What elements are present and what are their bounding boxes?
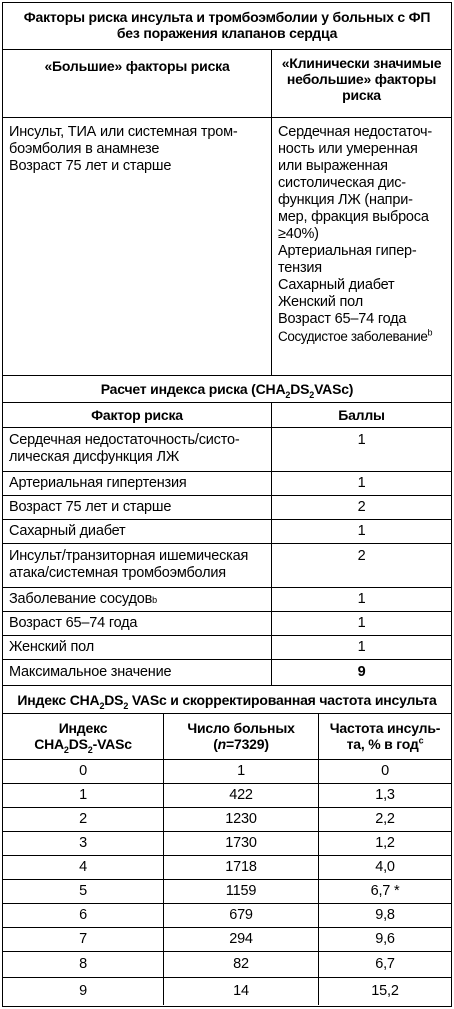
patients-column-header-line2	[164, 736, 318, 752]
factor-column-header-label: Фактор риска	[91, 407, 183, 423]
table-row	[3, 831, 451, 855]
section1-title-line1: Факторы риска инсульта и тромбоэмболии у больных с ФП	[23, 9, 431, 25]
rate-cell	[318, 760, 451, 783]
rate-value: 4,0	[375, 859, 395, 875]
points-value: 1	[357, 475, 366, 491]
footnote-b-marker: b	[427, 327, 433, 338]
patients-header-rest: =7329)	[226, 736, 269, 752]
patients-value: 1	[237, 763, 245, 779]
rate-value: 1,3	[375, 787, 395, 803]
table-row	[3, 635, 451, 659]
factor-text: Артериальная гипертензия	[9, 475, 187, 491]
rate-value: 6,7 *	[370, 883, 400, 899]
factor-text: Возраст 65–74 года	[9, 615, 138, 631]
rate-cell	[318, 784, 451, 807]
index-cell	[3, 784, 163, 807]
points-cell	[271, 660, 451, 685]
minor-factor-line: Сердечная недостаточ-	[278, 124, 432, 140]
minor-factor-line: Сахарный диабет	[278, 277, 395, 293]
table-row	[3, 759, 451, 783]
major-factors-header-label: «Большие» факторы риска	[44, 58, 230, 74]
index-value: 3	[79, 835, 87, 851]
factor-cell	[3, 428, 271, 471]
index-value: 1	[79, 787, 87, 803]
section1-body-row	[3, 117, 451, 375]
index-column-header-line2	[3, 736, 163, 755]
index-cell	[3, 880, 163, 903]
minor-factors-list	[271, 118, 451, 375]
patients-cell	[163, 760, 318, 783]
factor-text: Сердечная недостаточность/систо-	[9, 432, 240, 448]
rate-cell	[318, 832, 451, 855]
rate-value: 9,8	[375, 907, 395, 923]
minor-factors-header	[271, 50, 451, 117]
section2-title-pre: Расчет индекса риска (CHA	[100, 381, 286, 397]
table-row	[3, 783, 451, 807]
minor-factor-line: Возраст 65–74 года	[278, 311, 407, 327]
points-column-header	[271, 403, 451, 427]
index-value: 5	[79, 883, 87, 899]
major-factor-line: боэмболия в анамнезе	[9, 141, 160, 157]
points-column-header-label: Баллы	[338, 407, 385, 423]
patients-header-n: n	[217, 736, 227, 752]
rate-value: 6,7	[375, 956, 395, 972]
points-value: 1	[357, 615, 366, 631]
section2-title-sub1: 2	[285, 389, 291, 400]
patients-value: 1730	[225, 835, 257, 851]
rate-cell	[318, 952, 451, 977]
minor-factor-line	[278, 328, 447, 345]
patients-value: 294	[229, 931, 253, 947]
points-value: 1	[357, 639, 366, 655]
section2-title-text	[100, 381, 354, 400]
index-header-post: -VASc	[92, 736, 132, 752]
section2-title-sub2: 2	[309, 389, 315, 400]
major-factors-header	[3, 50, 271, 117]
rate-header-text: та, % в год	[346, 736, 419, 752]
factor-column-header	[3, 403, 271, 427]
factor-text: Возраст 75 лет и старше	[9, 499, 172, 515]
section1-title-line2: без поражения клапанов сердца	[116, 25, 338, 41]
factor-text: лическая дисфункция ЛЖ	[9, 449, 180, 465]
minor-factor-line: ность или умеренная	[278, 141, 418, 157]
section1-title	[3, 3, 451, 49]
points-value: 9	[357, 664, 366, 680]
table-row	[3, 495, 451, 519]
section3-header-row	[3, 713, 451, 759]
table-row	[3, 471, 451, 495]
index-value: 9	[79, 983, 87, 999]
factor-text: Максимальное значение	[9, 664, 172, 680]
factor-cell	[3, 496, 271, 519]
patients-value: 1159	[225, 883, 257, 899]
table-row	[3, 611, 451, 635]
patients-value: 1230	[225, 811, 257, 827]
patients-cell	[163, 928, 318, 951]
rate-value: 9,6	[375, 931, 395, 947]
patients-cell	[163, 784, 318, 807]
section2-title	[3, 375, 451, 402]
patients-column-header	[163, 714, 318, 759]
factor-text: Сахарный диабет	[9, 523, 126, 539]
table-row	[3, 659, 451, 685]
index-header-mid: DS	[68, 736, 88, 752]
factor-cell	[3, 660, 271, 685]
section2-title-mid: DS	[290, 381, 310, 397]
points-cell	[271, 496, 451, 519]
minor-factor-line: функция ЛЖ (напри-	[278, 192, 413, 208]
minor-factor-line: мер, фракция выброса	[278, 209, 429, 225]
points-value: 1	[357, 591, 366, 607]
rate-value: 15,2	[371, 983, 399, 999]
patients-value: 679	[229, 907, 253, 923]
rate-value: 2,2	[375, 811, 395, 827]
factor-cell	[3, 520, 271, 543]
major-factor-line: Инсульт, ТИА или системная тром-	[9, 124, 238, 140]
index-value: 4	[79, 859, 87, 875]
table-row	[3, 807, 451, 831]
index-column-header	[3, 714, 163, 759]
rate-value: 0	[381, 763, 389, 779]
index-cell	[3, 904, 163, 927]
patients-cell	[163, 832, 318, 855]
section2-title-post: VASc)	[314, 381, 354, 397]
major-factors-list	[3, 118, 271, 375]
index-cell	[3, 808, 163, 831]
points-value: 1	[357, 523, 366, 539]
index-cell	[3, 978, 163, 1005]
patients-cell	[163, 808, 318, 831]
points-cell: 1	[271, 428, 451, 471]
table-row	[3, 427, 451, 471]
minor-factor-line: тензия	[278, 260, 322, 276]
factor-text: Инсульт/транзиторная ишемическая	[9, 548, 249, 564]
patients-value: 82	[233, 956, 249, 972]
minor-factor-line: Артериальная гипер-	[278, 243, 417, 259]
table-row	[3, 903, 451, 927]
footnote-c-marker: c	[418, 735, 424, 746]
patients-value: 422	[229, 787, 253, 803]
minor-factor-line: Женский пол	[278, 294, 363, 310]
index-cell	[3, 952, 163, 977]
rate-cell	[318, 928, 451, 951]
minor-factor-line: ≥40%)	[278, 226, 319, 242]
index-value: 8	[79, 956, 87, 972]
index-cell	[3, 760, 163, 783]
section3-title-post: VASc и скорректированная частота инсульта	[128, 691, 437, 708]
minor-factor-line: систолическая дис-	[278, 175, 406, 191]
factor-text: Женский пол	[9, 639, 94, 655]
patients-cell	[163, 952, 318, 977]
table-row	[3, 879, 451, 903]
rate-cell	[318, 978, 451, 1005]
factor-text: атака/системная тромбоэмболия	[9, 565, 226, 581]
index-header-sub1: 2	[63, 744, 69, 755]
points-value: 2	[357, 499, 366, 515]
major-factor-line: Возраст 75 лет и старше	[9, 158, 172, 174]
table-row	[3, 587, 451, 611]
section2-header-row	[3, 402, 451, 427]
index-header-sub2: 2	[87, 744, 93, 755]
index-cell	[3, 928, 163, 951]
patients-cell	[163, 978, 318, 1005]
minor-factor-line: или выраженная	[278, 158, 388, 174]
index-value: 7	[79, 931, 87, 947]
section1-header-row	[3, 49, 451, 117]
factor-text: Заболевание сосудов	[9, 591, 153, 607]
minor-factor-last-text: Сосудистое заболевание	[278, 329, 428, 344]
table-row	[3, 855, 451, 879]
section3-title	[3, 685, 451, 713]
index-value: 6	[79, 907, 87, 923]
factor-cell	[3, 612, 271, 635]
patients-value: 1718	[225, 859, 257, 875]
index-value: 2	[79, 811, 87, 827]
rate-column-header	[318, 714, 451, 759]
risk-factors-table	[2, 2, 452, 1007]
table-row	[3, 927, 451, 951]
rate-cell	[318, 856, 451, 879]
section3-title-mid: DS	[104, 691, 124, 708]
index-value: 0	[79, 763, 87, 779]
patients-cell	[163, 880, 318, 903]
index-cell	[3, 832, 163, 855]
factor-cell	[3, 472, 271, 495]
factor-cell	[3, 544, 271, 587]
rate-value: 1,2	[375, 835, 395, 851]
index-column-header-line1: Индекс	[58, 720, 108, 736]
points-cell	[271, 636, 451, 659]
patients-header-open: (	[213, 736, 218, 752]
minor-factors-header-line1: «Клинически значимые	[281, 55, 442, 71]
rate-cell	[318, 880, 451, 903]
table-row	[3, 951, 451, 977]
patients-cell	[163, 856, 318, 879]
points-cell	[271, 612, 451, 635]
table-row	[3, 519, 451, 543]
rate-column-header-line2	[319, 736, 451, 752]
patients-column-header-line1: Число больных	[187, 720, 295, 736]
points-cell: 2	[271, 544, 451, 587]
section3-title-sub2: 2	[123, 700, 129, 711]
table-row	[3, 977, 451, 1005]
section3-title-sub1: 2	[99, 700, 105, 711]
rate-cell	[318, 808, 451, 831]
minor-factors-header-line3: риска	[342, 87, 381, 103]
points-cell	[271, 472, 451, 495]
patients-value: 14	[233, 983, 249, 999]
patients-cell	[163, 904, 318, 927]
points-cell	[271, 588, 451, 611]
factor-cell: Заболевание сосудов b	[9, 591, 157, 607]
rate-column-header-line1: Частота инсуль-	[329, 720, 441, 736]
section3-title-pre: Индекс CHA	[17, 691, 100, 708]
points-cell	[271, 520, 451, 543]
section3-title-text	[17, 691, 437, 711]
index-header-pre: CHA	[34, 736, 64, 752]
rate-cell	[318, 904, 451, 927]
factor-cell	[3, 636, 271, 659]
minor-factors-header-line2: небольшие» факторы	[286, 71, 437, 87]
index-cell	[3, 856, 163, 879]
table-row	[3, 543, 451, 587]
